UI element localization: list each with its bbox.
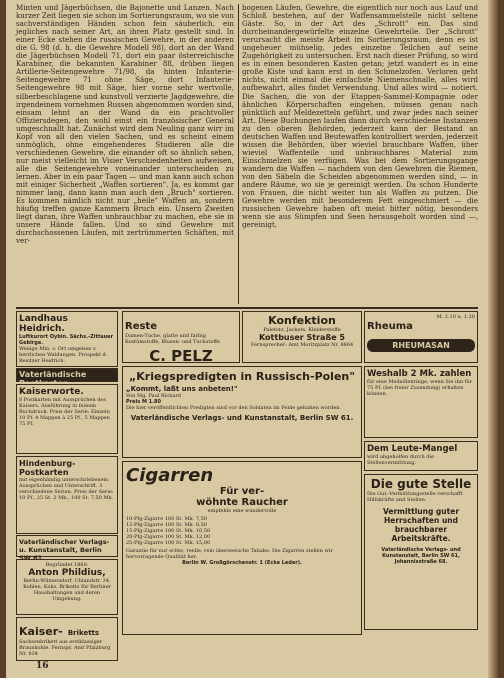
cigar-price-row: 15-Pfg-Zigarre 100 St. Mk. 10,50	[126, 528, 211, 534]
ad-konfektion-tel: Fernsprecher: Amt Moritzplatz Nr. 8864	[250, 342, 354, 348]
ad-kriegspredigten-text: Die hier veröffentlichten Predigten sind vor den Soldaten im Felde gehalten worden.	[126, 405, 342, 411]
ad-hindenburg-text: mit eigenhändig unterschriebenem Aussprüchen und Unterschrift. 3 verschiedene Serien. Preis der Serie: 10 Pf., 25 St. 2 Mk., 100 St. 7,50 Mk.	[19, 477, 114, 501]
ad-kaiserworte	[16, 384, 118, 454]
ad-leute-text: wird abgeholfen durch die Stellenvermittlung.	[367, 454, 435, 466]
article-column-left	[16, 4, 234, 304]
ad-stelle-publisher: Vaterländische Verlags- und Kunstanstalt, Berlin SW 61, Johannisstraße 68.	[381, 547, 461, 565]
ad-kaiser-title2: Briketts	[67, 629, 100, 637]
ad-rheuma-title: Rheuma	[367, 321, 413, 332]
ad-cigarren-sub2: wöhnte Raucher	[196, 497, 288, 508]
ad-weshalb-title: Weshalb 2 Mk. zahlen	[367, 369, 472, 379]
ad-phildius-sub: Berlin-Wilmersdorf, Uhlandstr. 34.	[23, 578, 111, 584]
ad-kriegspredigten	[122, 366, 362, 458]
ad-stelle-text: Die Gut.-Vermittlungsstelle verschafft Hilfskräfte und Stellen.	[367, 491, 463, 503]
section-divider	[16, 307, 478, 309]
ad-stelle-title2: Vermittlung guter Herrschaften und brauchbarer Arbeitskräfte.	[382, 507, 460, 543]
ad-postkarten-title: Vaterländische Postkarten	[19, 370, 87, 388]
ad-hindenburg-title: Hindenburg-Postkarten	[19, 459, 76, 477]
ad-reste-title: Reste	[125, 321, 157, 332]
cigar-price-row: 10-Pfg-Zigarre 100 St. Mk. 7,50	[126, 516, 207, 522]
ad-kaiser-briketts	[16, 617, 118, 661]
ad-cigarren-sub3: empfehle eine wundervolle	[207, 508, 277, 514]
ad-kaiserworte-title: Kaiserworte.	[19, 387, 84, 397]
ad-konfektion	[242, 311, 362, 363]
ad-heidrich-subtitle: Luftkurort Oybin. Sächs.-Zittauer Gebirge.	[19, 334, 114, 346]
ad-reste-small: Damen-Tuche, glatte und farbig Kostümstoffe, Blusen- und Tuchstoffe	[125, 333, 220, 345]
ad-landhaus-heidrich	[16, 311, 118, 367]
ad-phildius-title: Anton Phildius,	[28, 568, 106, 578]
ad-phildius-text: Kohlen, Koks, Briketts für Berliner Haushaltungen und deren Umgebung.	[23, 584, 111, 602]
ad-cigarren-title: Cigarren	[126, 465, 214, 486]
ad-leute-title: Dem Leute-Mangel	[367, 444, 458, 454]
cigar-price-row: 20-Pfg-Zigarre 100 St. Mk. 12,00	[126, 534, 211, 540]
ad-cigarren-addr: Berlin W. Großgörschenstr. 1 (Ecke Leder).	[182, 560, 302, 566]
article-text-left: Minten und Jägerbüchsen, die Bajonette und Lanzen. Nach kurzer Zeit liegen sie schon im Sortierungsraum, wo sie von sachverständigen Händen schon fein säuberlich, ein jegliches nach seiner Art, an ihren Platz gestellt sind. In einer Ecke stehen die russischen Gewehre, in der anderen die G. 98 (d. h. die Gewehre Modell 98), dort an der Wand die Jägerbüchsen Modell 71, dort ein paar österreichische Karabiner, die bekannten Karabiner 88, drüben liegen Artillerie-Seitengewehre 71/98, da hinten Infanterie-Seitengewehre 71 ohne Säge, dort Infanterie-Seitengewehre 98 mit Säge, hier vorne sehr wertvolle, silberbeschlagene und kunstvoll verzierte Jagdgewehre, die irgendeinem vornehmen Russen abgenommen worden sind, einsam lehnt an der Wand da ein prachtvoller Offiziersdegen, den wohl einst ein französischer General umgeschnallt hat. Zunächst wird dem Neuling ganz wirr im Kopf von all den vielen Sachen, und es scheint einem unmöglich, ohne eingehenderes Studieren alle die verschiedenen Gewehre, die einander oft so ähnlich sehen, nur meist vielleicht im Visier Verschiedenheiten aufweisen, alle die Seitengewehre voneinander unterscheiden zu lernen. Aber in ein paar Tagen — und man kann auch schon mit einiger Sicherheit „Waffen sortieren". Ja, es kommt gar nimmer lang, dann kann man auch den „Bruch" sortieren. Es kommen nämlich nicht nur „heile" Waffen an, sondern häufig treffen ganze Kammern Bruch ein. Unsern Zweiten liegt daran, ihre Waffen unbrauchbar zu machen, ehe sie in unsere Hände fallen. Und so sind Gewehre mit durchschossenen Läufen, mit zertrümmerten Schäften, mit ver-	[16, 3, 234, 246]
ad-phildius-est: Begründet 1860.	[45, 562, 89, 568]
ad-kriegspredigten-title: „Kriegspredigten in Russisch-Polen"	[129, 370, 355, 383]
ad-pelz-name: C. PELZ	[149, 347, 213, 365]
column-divider	[238, 4, 239, 304]
ad-stelle-title: Die gute Stelle	[370, 477, 472, 491]
ad-kriegspredigten-line: „Kommt, laßt uns anbeten!"	[126, 385, 238, 393]
ad-konfektion-small: Paletots, Jackets, Kleiderstoffe	[263, 327, 341, 333]
ad-verlag-text: Vaterländischer Verlags- u. Kunstanstalt, Berlin SW 61.	[19, 538, 110, 562]
ad-kriegspredigten-author: Von Mg. Paul Richard	[126, 393, 181, 399]
book-spine	[488, 0, 498, 678]
ad-vaterlaendische-postkarten	[16, 368, 118, 388]
ad-heidrich-title: Landhaus Heidrich.	[19, 314, 68, 334]
ad-weshalb-text: für eine Medaillenringe, wenn Sie ihn für 75 Pf. (bei freier Zusendung) erhalten können.	[367, 379, 473, 397]
ad-kaiser-text: Sachsenbrikett aus erstklassiger Braunkohle. Fernspr. Amt Pfalzburg Nr. 834	[19, 639, 111, 657]
ad-cigarren-price-list	[126, 516, 358, 546]
ad-vaterlaendischer-verlag	[16, 535, 118, 562]
ad-gute-stelle	[364, 474, 478, 630]
ad-rheuma-price: M. 2.10 u. 1.20	[436, 314, 475, 320]
ad-weshalb	[364, 366, 478, 438]
article-text-right: bogenen Läufen, Gewehre, die eigentlich nur noch aus Lauf und Schloß bestehen, auf der Waffensammelstelle nicht seltene Gäste. So, in der Art des „Schrott" ein. Das sind durcheinandergewürfelte einzelne Gewehrteile. Der „Schrott" verursacht die meiste Arbeit im Sortierungsraum, denn es ist ungeheuer mühselig, jedes einzelne Teilchen auf seine Zugehörigkeit zu untersuchen. Erst nach dieser Prüfung, so wird es in einen besonderen Kasten getan; jetzt wandert es in eine große Kiste und kann erst in den Schmelzofen. Verloren geht nichts, nicht einmal die einfachste Niemenschnalle, alles wird aufbewahrt, alles findet Verwendung. Und alles wird — notiert. Die Sachen, die von der Etappen-Sammel-Kompagnie oder ähnlichen Körperschaften eingehen, müssen genau nach pünktlich auf Meldezetteln geführt, und zwar jedes nach seiner Art. Diese Buchungen laufen dann durch verschiedene Instanzen zu den oberen Behörden, jederzeit kann der Bestand an deutschen Waffen und Beutewaffen kontrolliert werden, jederzeit wissen die Behörden, über wieviel brauchbare Waffen, über wieviel Waffenteile und unbrauchbares Material zum Einschmelzen sie verfügen. Was bei dem Sortierungsgange wandern die Waffen — nachdem von den Gewehren die Riemen, von den Säbeln die Scheiden abgenommen werden sind, — in andere Räume, wo sie je gereinigt werden. Da schon Hunderte von Frauen, die nicht weiter tun als Waffen zu putzen. Die Gewehre werden mit besonderem Fett eingeschmiert — die russischen Gewehre haben oft meist bitter nötig, besonders wenn sie aus Sümpfen und Seen herausgeholt worden sind —, gereinigt,	[242, 3, 478, 230]
newspaper-page	[6, 0, 498, 678]
article-column-right	[242, 4, 478, 304]
ad-anton-phildius	[16, 559, 118, 615]
ad-cigarren-sub1: Für ver-	[219, 486, 265, 497]
ad-reste-pelz	[122, 311, 240, 363]
ad-cigarren	[122, 461, 362, 635]
ad-rheumasan-tube: RHEUMASAN	[367, 339, 475, 352]
ad-kriegspredigten-publisher: Vaterländische Verlags- und Kunstanstalt, Berlin SW 61.	[130, 414, 354, 422]
ad-cigarren-text: Garantie für nur echte, reelle, rein überseeische Tabake. Die Zigarren stellen wir hervorragende Qualität her.	[126, 548, 333, 560]
cigar-price-row: 12-Pfg-Zigarre 100 St. Mk. 8,50	[126, 522, 207, 528]
ad-konfektion-addr: Kottbuser Straße 5	[258, 333, 345, 342]
page-number: 16	[36, 661, 49, 671]
ad-kaiser-title: Kaiser-	[19, 625, 63, 638]
ad-hindenburg-postkarten	[16, 456, 118, 534]
ad-kaiserworte-text: 8 Postkarten mit Aussprüchen des Kaisers. Ausführung in feinem Buchdruck. Preis der Serie: Einzeln 10 Pf. 4 Mappen à 25 Pf., 5 Mappen 75 Pf.	[19, 397, 110, 427]
ad-leute-mangel	[364, 441, 478, 471]
ad-rheuma	[364, 311, 478, 363]
ad-kriegspredigten-price: Preis M 1.80	[126, 399, 162, 405]
ad-konfektion-title: Konfektion	[268, 314, 336, 327]
cigar-price-row: 25-Pfg-Zigarre 100 St. Mk. 15,00	[126, 540, 211, 546]
ad-heidrich-text: Wenige Min. v. Ort umgeben v. herrlichen Waldungen. Prospekt d. Besitzer Heidrich.	[19, 346, 108, 364]
